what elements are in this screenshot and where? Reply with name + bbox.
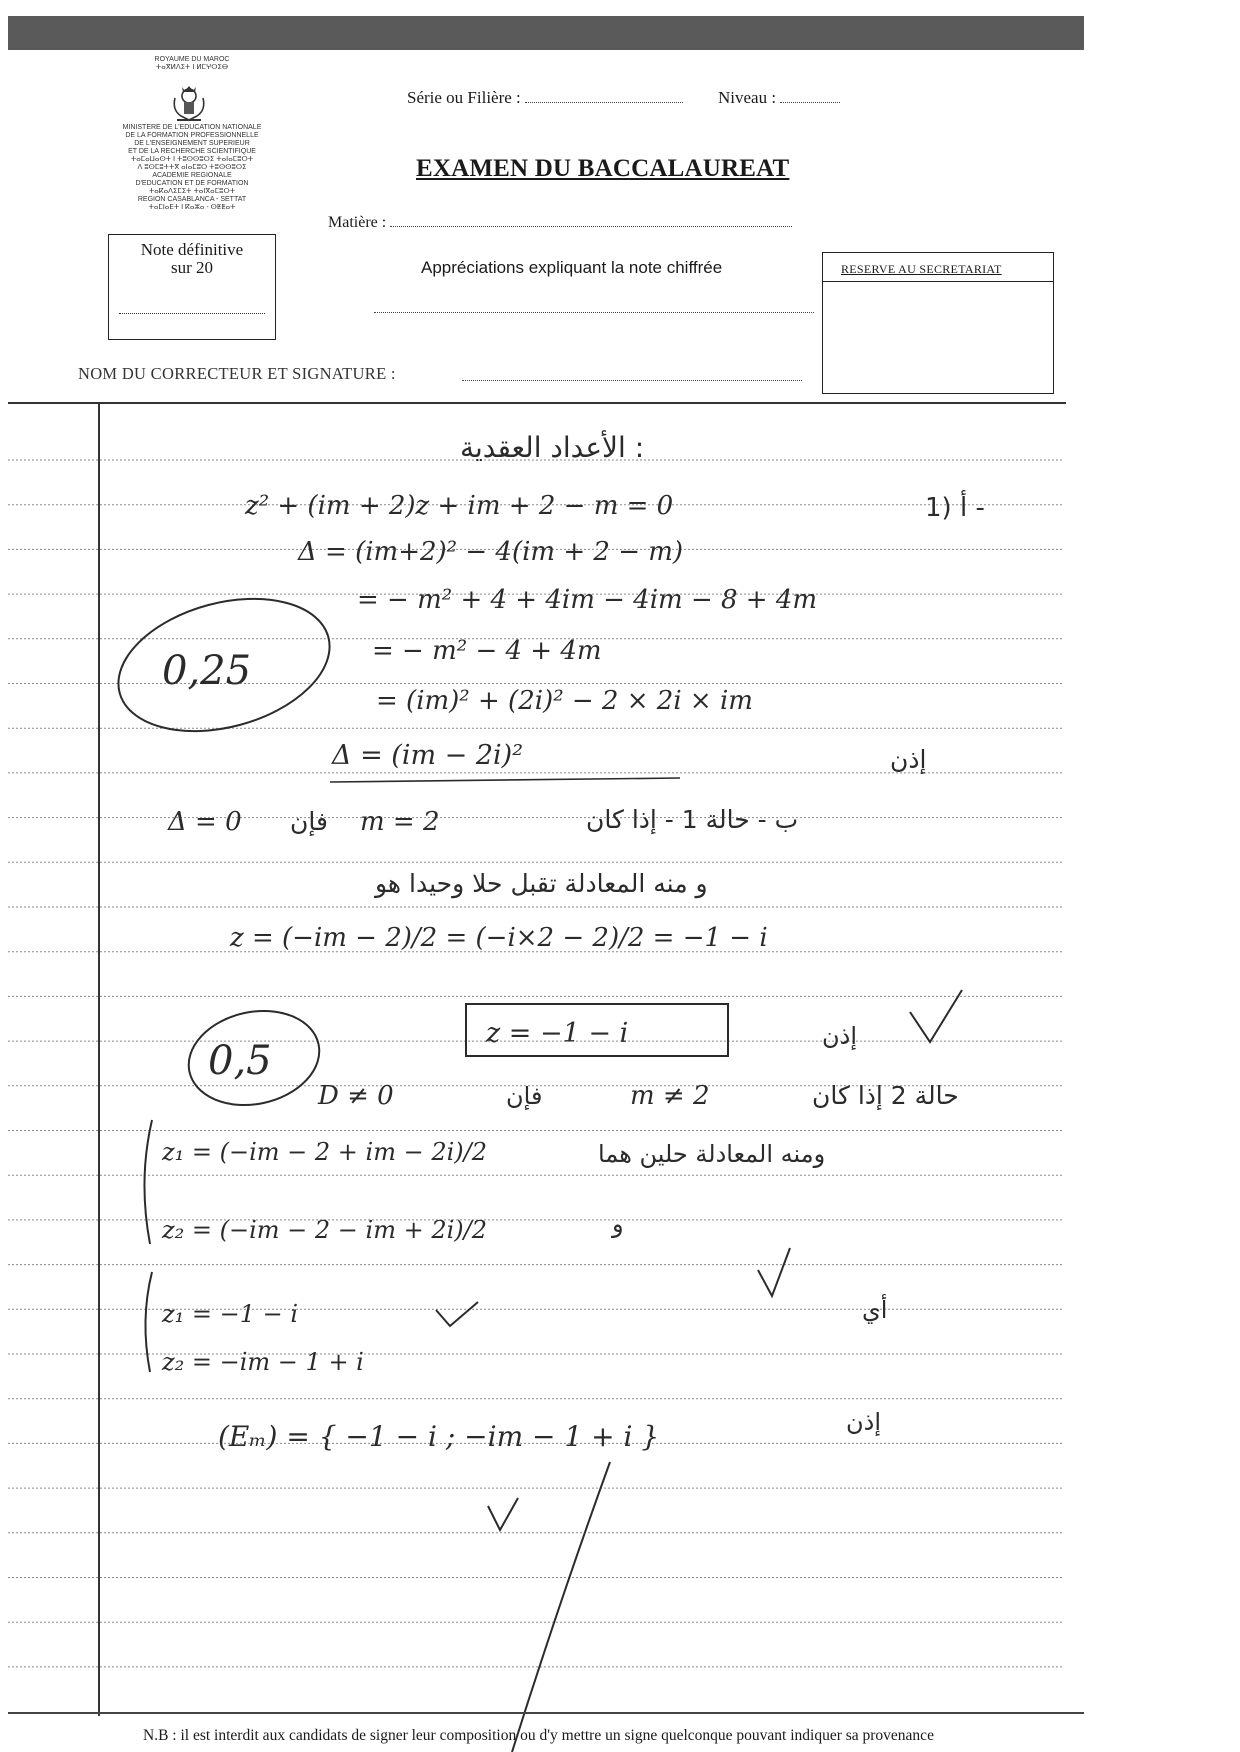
- arabic-and: و: [612, 1210, 624, 1238]
- simplify-line: = − m² − 4 + 4m: [372, 636, 602, 666]
- boxed-answer: z = −1 − i: [486, 1018, 629, 1049]
- exam-title: EXAMEN DU BACCALAUREAT: [416, 155, 790, 182]
- final-grade-scale: sur 20: [170, 258, 214, 277]
- ministry-line: DE L'ENSEIGNEMENT SUPERIEUR: [134, 140, 250, 147]
- footer-note: N.B : il est interdit aux candidats de signer leur composition ou d'y mettre un signe quelconque pouvant indiquer sa provenance: [143, 1727, 934, 1744]
- checkmark-icon: [488, 1498, 518, 1530]
- arabic-unique-solution: و منه المعادلة تقبل حلا وحيدا هو: [375, 869, 708, 898]
- underline-stroke: [330, 778, 680, 782]
- footer-rule: [8, 1712, 1084, 1714]
- niveau-label: Niveau :: [718, 88, 777, 107]
- ministry-line: DE LA FORMATION PROFESSIONNELLE: [125, 132, 259, 139]
- kingdom-tifinagh: ⵜⴰⴳⵍⴷⵉⵜ ⵏ ⵍⵎⵖⵔⵉⴱ: [155, 64, 229, 71]
- arabic-case-1: ب - حالة 1 - إذا كان: [586, 805, 799, 834]
- item-marker: 1) أ -: [925, 493, 985, 523]
- ministry-line: D'EDUCATION ET DE FORMATION: [135, 180, 249, 187]
- arabic-two-solutions: ومنه المعادلة حلين هما: [598, 1140, 826, 1168]
- secretariat-label: RESERVE AU SECRETARIAT: [841, 262, 1002, 276]
- matiere-label: Matière :: [328, 214, 387, 231]
- square-form-line: = (im)² + (2i)² − 2 × 2i × im: [376, 686, 753, 716]
- checkmark-icon: [910, 990, 962, 1042]
- case1-condition: Δ = 0: [168, 807, 242, 837]
- grade-mark-1: 0,25: [162, 648, 252, 694]
- ministry-line: ⵜⴰⴽⴰⴷⵉⵎⵉⵜ ⵜⴰⵏⴳⴰⵎⵓⵔⵜ: [148, 188, 236, 195]
- kingdom-text: ROYAUME DU MAROC: [154, 56, 230, 63]
- equation-line: z² + (im + 2)z + im + 2 − m = 0: [245, 491, 674, 521]
- case1-value: m = 2: [360, 807, 440, 837]
- root-z1-formula: z₁ = (−im − 2 + im − 2i)/2: [162, 1138, 488, 1166]
- arabic-case-2: حالة 2 إذا كان: [812, 1081, 959, 1110]
- root-z2-formula: z₂ = (−im − 2 − im + 2i)/2: [162, 1216, 488, 1244]
- expansion-line: = − m² + 4 + 4im − 4im − 8 + 4m: [357, 585, 818, 615]
- arabic-then-2: فإن: [506, 1082, 543, 1110]
- root-z1-simplified: z₁ = −1 − i: [162, 1300, 299, 1328]
- ministry-line: ET DE LA RECHERCHE SCIENTIFIQUE: [128, 148, 256, 155]
- ministry-line: ⴷ ⵓⵙⵎⵓⵜⵜⴳ ⴰⵏⴰⵎⵓⵔ ⵜⵓⵙⵙⵓⵔⵉ: [137, 164, 247, 171]
- discriminant-result: Δ = (im − 2i)²: [332, 740, 524, 771]
- root-z2-simplified: z₂ = −im − 1 + i: [162, 1348, 364, 1376]
- appreciations-label: Appréciations expliquant la note chiffrée: [421, 258, 723, 277]
- grade-mark-2: 0,5: [208, 1038, 272, 1084]
- arabic-i-e: أي: [862, 1296, 888, 1324]
- ministry-line: MINISTERE DE L'EDUCATION NATIONALE: [122, 124, 262, 131]
- ministry-line: ⵜⴰⵎⵏⴰⴹⵜ ⵏ ⴽⴰⵣⴰ - ⵙⵟⵟⴰⵜ: [148, 204, 236, 211]
- ministry-line: ⵜⴰⵎⴰⵡⴰⵙⵜ ⵏ ⵜⵓⵙⵙⵓⵔⵉ ⵜⴰⵏⴰⵎⵓⵔⵜ: [130, 156, 254, 163]
- arabic-thus-2: إذن: [822, 1022, 857, 1050]
- answer-title: الأعداد العقدية :: [460, 431, 645, 464]
- ministry-line: ACADEMIE REGIONALE: [152, 172, 232, 179]
- brace-stroke: [145, 1272, 152, 1372]
- checkmark-icon: [436, 1302, 478, 1326]
- discriminant-line: Δ = (im+2)² − 4(im + 2 − m): [298, 537, 684, 567]
- case2-condition: D ≠ 0: [318, 1081, 394, 1111]
- ministry-line: REGION CASABLANCA - SETTAT: [137, 196, 247, 203]
- corrector-signature-label: NOM DU CORRECTEUR ET SIGNATURE :: [78, 364, 396, 383]
- single-root-computation: z = (−im − 2)/2 = (−i×2 − 2)/2 = −1 − i: [230, 923, 768, 953]
- serie-label: Série ou Filière :: [407, 88, 521, 107]
- pen-stroke: [512, 1462, 610, 1752]
- final-grade-label: Note définitive: [140, 240, 244, 259]
- solution-set: (Eₘ) = { −1 − i ; −im − 1 + i }: [218, 1420, 660, 1453]
- arabic-thus-3: إذن: [846, 1408, 881, 1436]
- case2-value: m ≠ 2: [630, 1081, 710, 1111]
- arabic-thus: إذن: [890, 745, 927, 774]
- brace-stroke: [144, 1120, 152, 1244]
- arabic-then: فإن: [290, 807, 328, 836]
- checkmark-icon: [758, 1248, 790, 1296]
